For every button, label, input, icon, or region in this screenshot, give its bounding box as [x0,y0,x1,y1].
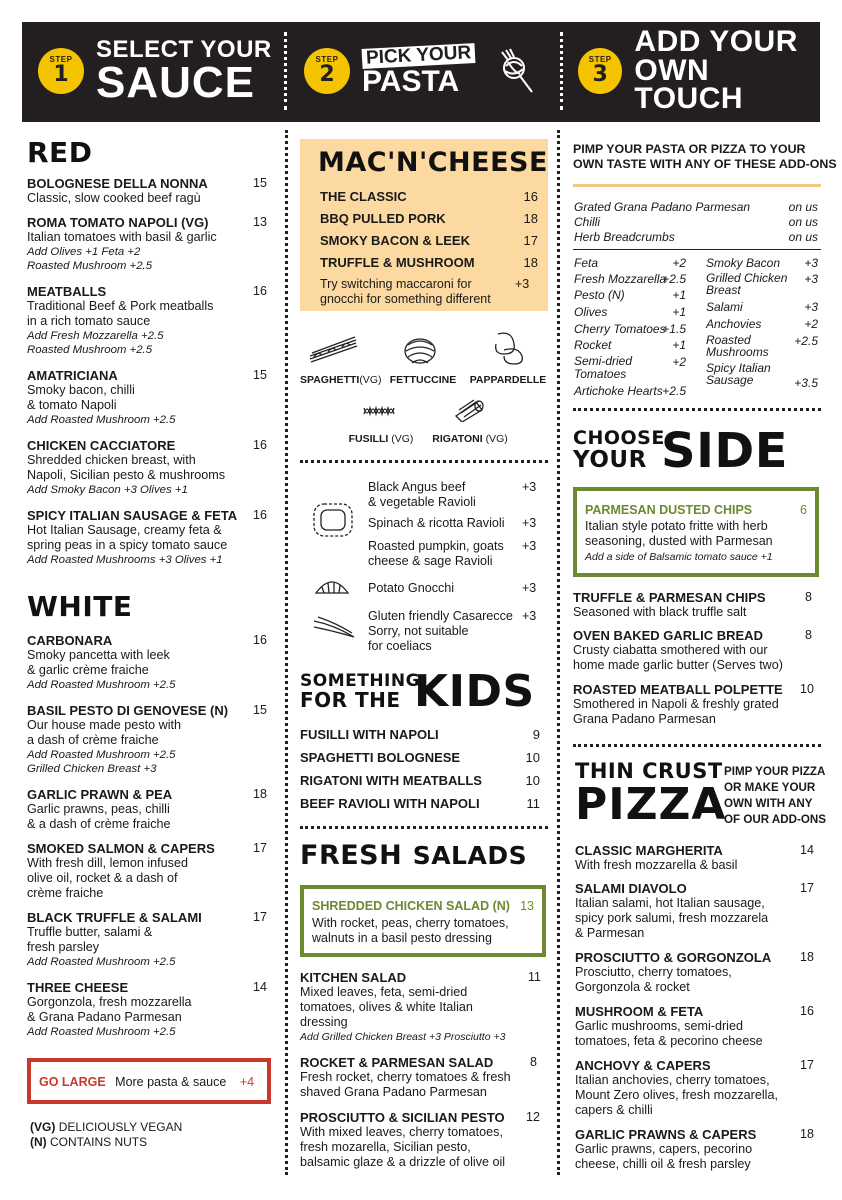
addon-price: +1 [672,288,686,302]
menu-item: AMATRICIANA Smoky bacon, chilli & tomato Napoli Add Roasted Mushroom +2.5 [27,368,176,426]
casarecce-icon [312,615,356,641]
step-3-line2: OWN TOUCH [634,53,744,116]
item-price: 16 [800,1004,814,1018]
menu-item: ROASTED MEATBALL POLPETTE Smothered in Napoli & freshly grated Grana Padano Parmesan [573,682,783,726]
pappardelle-icon [490,330,526,366]
ravioli-icon [310,500,356,540]
item-price: 16 [253,508,267,522]
item-price: 15 [253,176,267,190]
item-price: 16 [253,438,267,452]
menu-item: ROMA TOMATO NAPOLI (VG) Italian tomatoes with basil & garlic Add Olives +1 Feta +2 Roasted Mushroom +2.5 [27,215,217,272]
go-large-label: GO LARGE [39,1075,106,1089]
header-divider [284,32,287,110]
item-price: +3 [522,480,537,494]
free-addon: Herb Breadcrumbs [574,230,675,244]
addon-name: Pesto (N) [574,288,625,302]
addon-name: Roasted Mushrooms [706,333,769,359]
side-title: CHOOSE YOUR SIDE [573,423,789,479]
item-price: 8 [530,1055,537,1069]
addons-title: PIMP YOUR PASTA OR PIZZA TO YOUR OWN TASTE WITH ANY OF THESE ADD-ONS [573,142,837,171]
addon-name: Grilled Chicken Breast [706,271,788,297]
addon-name: Artichoke Hearts [574,384,663,398]
featured-salad-box [300,885,546,957]
step-2-line1: PICK YOUR [362,43,476,69]
item-price: +3 [522,539,537,553]
featured-desc: Italian style potato fritte with herb seasoning, dusted with Parmesan [585,519,773,548]
addon-price: +3 [804,272,818,286]
menu-item: BOLOGNESE DELLA NONNA Classic, slow cooked beef ragù [27,176,208,205]
item-price: +3 [522,581,537,595]
mac-title: MAC'N'CHEESE [318,147,548,178]
addon-name: Rocket [574,338,612,352]
menu-item: THREE CHEESE Gorgonzola, fresh mozzarella & Grana Padano Parmesan Add Roasted Mushroom +2.5 [27,980,192,1038]
menu-item: CARBONARA Smoky pancetta with leek & garlic crème fraiche Add Roasted Mushroom +2.5 [27,633,176,691]
menu-item: GARLIC PRAWNS & CAPERS Garlic prawns, capers, pecorino cheese, chilli oil & fresh parsley [575,1127,757,1171]
section-divider [573,744,821,748]
addon-name: Anchovies [706,317,762,331]
stuffed-item: Roasted pumpkin, goats cheese & sage Ravioli [368,539,504,568]
item-price: 11 [528,970,541,984]
step-2-badge: STEP 2 [304,48,350,94]
step-3-line1: ADD YOUR [634,25,798,59]
step-2-line2: PASTA [362,64,460,98]
addon-price: +2.5 [662,272,686,286]
addon-name: Salami [706,300,743,314]
salads-title: FRESH SALADS [300,840,528,871]
item-price: 12 [526,1110,540,1124]
item-price: 18 [253,787,267,801]
featured-addon: Add a side of Balsamic tomato sauce +1 [585,551,773,563]
addon-price: +1.5 [662,322,686,336]
menu-item: ROCKET & PARMESAN SALAD Fresh rocket, cherry tomatoes & fresh shaved Grana Padano Parmesan [300,1055,511,1099]
addon-price: +2 [672,355,686,369]
menu-item: BLACK TRUFFLE & SALAMI Truffle butter, salami & fresh parsley Add Roasted Mushroom +2.5 [27,910,202,968]
menu-item: BEEF RAVIOLI WITH NAPOLI 11 [300,796,540,811]
menu-item: SMOKY BACON & LEEK 17 [320,233,538,248]
go-large-price: +4 [239,1075,255,1089]
go-large-box [27,1058,271,1104]
featured-price: 6 [800,503,807,517]
addons-rule [573,249,821,251]
go-large-text: More pasta & sauce [115,1075,227,1089]
fettuccine-icon [400,333,440,367]
shape-label: FETTUCCINE [389,374,457,386]
menu-item: SPICY ITALIAN SAUSAGE & FETA Hot Italian Sausage, creamy feta & spring peas in a spicy tomato sauce Add Roasted Mushrooms +3 Olives +1 [27,508,238,566]
spaghetti-icon [308,334,360,364]
item-price: +3 [522,609,537,623]
menu-item: MUSHROOM & FETA Garlic mushrooms, semi-dried tomatoes, feta & pecorino cheese [575,1004,763,1048]
addon-price: +1 [672,305,686,319]
featured-price: 13 [520,899,534,913]
addon-name: Semi-dried Tomatoes [574,354,633,381]
menu-item: CHICKEN CACCIATORE Shredded chicken breast, with Napoli, Sicilian pesto & mushrooms Add Smoky Bacon +3 Olives +1 [27,438,226,496]
shape-label: FUSILLI (VG) [348,433,414,445]
item-price: 8 [805,628,812,642]
mac-switch-text: Try switching maccaroni for gnocchi for something different [320,277,491,306]
item-price: 17 [800,881,814,895]
free-addon: Grated Grana Padano Parmesan [574,200,751,214]
menu-item: BBQ PULLED PORK 18 [320,211,538,226]
menu-item: TRUFFLE & MUSHROOM 18 [320,255,538,270]
featured-desc: With rocket, peas, cherry tomatoes, walnuts in a basil pesto dressing [312,916,509,945]
item-price: 15 [253,368,267,382]
free-addon: Chilli [574,215,601,229]
menu-item: THE CLASSIC 16 [320,189,538,204]
addon-price: +3.5 [794,376,818,390]
item-price: 8 [805,590,812,604]
step-2 [304,22,475,120]
shape-label: RIGATONI (VG) [432,433,508,445]
addon-price: +2.5 [662,384,686,398]
legend: (VG) DELICIOUSLY VEGAN (N) CONTAINS NUTS [30,1120,183,1149]
step-1-line1: SELECT YOUR [96,35,272,63]
addon-name: Fresh Mozzarella [574,272,667,286]
fusilli-icon [362,400,398,420]
mac-n-cheese-box [300,139,548,311]
addon-name: Feta [574,256,599,270]
item-price: 17 [800,1058,814,1072]
menu-header [22,22,820,120]
item-price: 14 [253,980,267,994]
addon-name: Spicy Italian Sausage [706,361,771,387]
menu-item: PROSCIUTTO & GORGONZOLA Prosciutto, cherry tomatoes, Gorgonzola & rocket [575,950,772,994]
menu-item: BASIL PESTO DI GENOVESE (N) Our house made pesto with a dash of crème fraiche Add Roasted Mushroom +2.5 Grilled Chicken Breast +3 [27,703,229,775]
item-price: 17 [253,841,267,855]
section-divider [300,460,548,464]
menu-item: RIGATONI WITH MEATBALLS 10 [300,773,540,788]
item-price: 15 [253,703,267,717]
menu-item: ANCHOVY & CAPERS Italian anchovies, cherry tomatoes, Mount Zero olives, fresh mozzarella, capers & chilli [575,1058,778,1117]
addon-price: +3 [804,300,818,314]
item-price: 13 [253,215,267,229]
menu-item: FUSILLI WITH NAPOLI 9 [300,727,540,742]
mac-switch-price: +3 [515,277,530,291]
kids-title: SOMETHING FOR THE KIDS [300,666,535,717]
stuffed-item: Gluten friendly Casarecce Sorry, not suitable for coeliacs [368,609,513,653]
menu-item: GARLIC PRAWN & PEA Garlic prawns, peas, chilli & a dash of crème fraiche [27,787,173,831]
item-price: 16 [253,633,267,647]
header-underline [22,120,820,124]
menu-item: PROSCIUTTO & SICILIAN PESTO With mixed leaves, cherry tomatoes, fresh mozarella, Sicilian pesto, balsamic glaze & a drizzle of olive oil [300,1110,506,1169]
section-divider [573,408,821,412]
step-1-badge: STEP 1 [38,48,84,94]
addon-name: Cherry Tomatoes [574,322,666,336]
featured-side-box [573,487,819,577]
menu-item: CLASSIC MARGHERITA With fresh mozzarella & basil [575,843,738,872]
gnocchi-icon [312,575,352,599]
addon-name: Olives [574,305,608,319]
item-price: 18 [800,950,814,964]
step-3-badge: STEP 3 [578,48,622,94]
pizza-title: THIN CRUST PIZZA [575,759,727,830]
item-price: 18 [800,1127,814,1141]
column-divider [285,130,288,1175]
step-1 [38,22,272,120]
free-addon-price: on us [788,200,818,214]
addon-price: +2 [672,256,686,270]
addon-price: +2.5 [794,334,818,348]
pizza-pimp-text: PIMP YOUR PIZZA OR MAKE YOUR OWN WITH ANY OF OUR ADD-ONS [724,765,826,826]
section-divider [300,826,548,830]
free-addon-price: on us [788,215,818,229]
item-price: 14 [800,843,814,857]
item-price: 17 [253,910,267,924]
rigatoni-icon [452,398,486,422]
stuffed-item: Black Angus beef & vegetable Ravioli [368,480,476,509]
fork-with-spaghetti-icon [492,48,540,96]
shape-label: PAPPARDELLE [469,374,547,386]
red-title: RED [27,136,93,169]
addon-price: +3 [804,256,818,270]
step-1-line2: SAUCE [96,57,256,107]
column-divider [557,130,560,1175]
stuffed-item: Potato Gnocchi [368,581,455,595]
menu-item: OVEN BAKED GARLIC BREAD Crusty ciabatta smothered with our home made garlic butter (Serves two) [573,628,783,672]
addon-price: +1 [672,338,686,352]
addon-price: +2 [804,317,818,331]
step-3 [578,22,820,120]
white-title: WHITE [27,590,133,623]
free-addon-price: on us [788,230,818,244]
menu-item: SPAGHETTI BOLOGNESE 10 [300,750,540,765]
item-price: +3 [522,516,537,530]
stuffed-item: Spinach & ricotta Ravioli [368,516,505,530]
menu-item: SALAMI DIAVOLO Italian salami, hot Italian sausage, spicy pork salumi, fresh mozzarela & Parmesan [575,881,769,940]
item-price: 10 [800,682,814,696]
featured-name: SHREDDED CHICKEN SALAD (N) [312,899,510,913]
item-price: 16 [253,284,267,298]
addons-rule [573,184,821,187]
addon-name: Smoky Bacon [706,256,781,270]
menu-item: TRUFFLE & PARMESAN CHIPS Seasoned with black truffle salt [573,590,766,619]
menu-item: SMOKED SALMON & CAPERS With fresh dill, lemon infused olive oil, rocket & a dash of crème fraiche [27,841,215,900]
menu-item: KITCHEN SALAD Mixed leaves, feta, semi-dried tomatoes, olives & white Italian dressing Add Grilled Chicken Breast +3 Prosciutto +3 [300,970,506,1043]
shape-label: SPAGHETTI(VG) [300,374,382,386]
featured-name: PARMESAN DUSTED CHIPS [585,503,753,517]
menu-item: MEATBALLS Traditional Beef & Pork meatballs in a rich tomato sauce Add Fresh Mozzarella +2.5 Roasted Mushroom +2.5 [27,284,214,356]
header-divider [560,32,563,110]
